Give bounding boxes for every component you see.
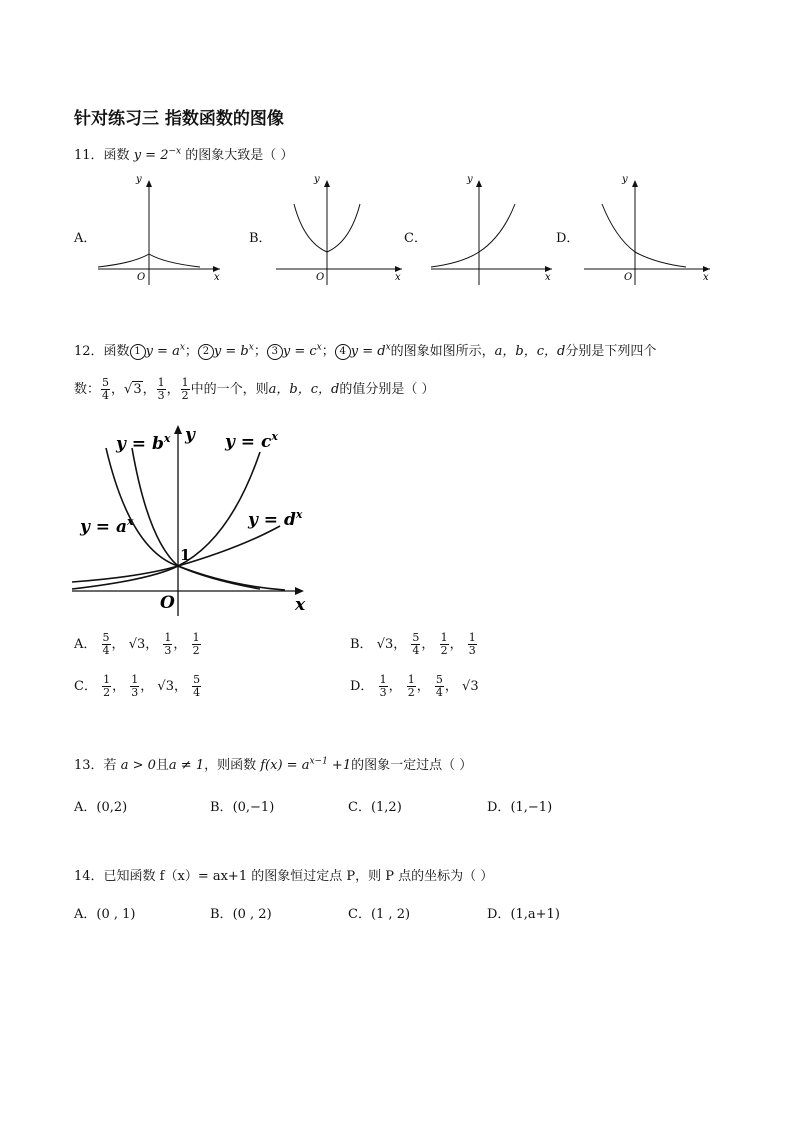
sep: ， [111, 637, 125, 652]
question-11-stem [74, 144, 293, 163]
sep: ， [173, 637, 187, 652]
option-value: (1,2) [370, 800, 402, 815]
label-a: $y = a^x$ [80, 515, 134, 537]
q11-formula: $y = 2^{-x}$ [133, 146, 182, 163]
y-label: y [185, 425, 195, 445]
y-axis-arrow [324, 180, 330, 187]
q11-text-b: 的图象大致是（ ） [185, 148, 294, 163]
fraction-1-2: $\frac{1}{2}$ [181, 376, 189, 402]
fraction: $\frac{5}{4}$ [102, 631, 110, 657]
one-label: 1 [180, 546, 191, 564]
q13-text: 若 [103, 758, 117, 773]
sep: ， [111, 382, 125, 397]
q13-option-a[interactable] [74, 796, 127, 815]
q11-graph-d [580, 172, 715, 287]
y-axis-arrow [476, 180, 482, 187]
q12-func-a: $y = a^x$ [145, 342, 185, 359]
q13-option-c[interactable] [348, 796, 402, 815]
q12-vars: a，b，c，d [494, 344, 566, 359]
option-letter: C． [348, 800, 371, 815]
option-value: (0 , 2) [232, 907, 272, 922]
q12-text: 函数 [103, 344, 130, 359]
option-letter: D． [350, 679, 374, 694]
sqrt: √3 [376, 637, 394, 652]
y-label: y [136, 174, 142, 185]
label-d: $y = d^x$ [248, 508, 303, 530]
q12-vars: a，b，c，d [268, 382, 340, 397]
option-letter: D． [487, 800, 511, 815]
option-value: (0 , 1) [96, 907, 136, 922]
q11-text-a: 函数 [103, 148, 130, 163]
x-label: x [214, 272, 220, 283]
fraction: $\frac{1}{2}$ [192, 631, 200, 657]
q14-option-c[interactable] [348, 903, 410, 922]
option-letter: B． [210, 800, 233, 815]
q12-option-d[interactable] [350, 674, 479, 699]
x-label: x [703, 272, 709, 283]
q12-text: 数： [74, 382, 101, 397]
q13-option-d[interactable] [487, 796, 552, 815]
q12-option-c[interactable] [74, 674, 202, 699]
circle-num-2: 2 [198, 344, 214, 360]
origin-label: O [316, 272, 325, 283]
question-14-stem [74, 865, 493, 884]
question-12-stem-line1 [74, 340, 656, 360]
circle-num-3: 3 [267, 344, 283, 360]
y-label: y [314, 174, 320, 185]
q13-text: 的图象一定过点（ ） [351, 758, 473, 773]
q13-text: ，则函数 [204, 758, 257, 773]
q11-option-b[interactable]: B． [249, 231, 272, 246]
q11-option-a[interactable]: A． [74, 231, 97, 246]
sep: ； [253, 344, 267, 359]
q13-cond2: a ≠ 1 [168, 758, 205, 773]
sep: ， [142, 382, 156, 397]
y-axis-arrow [174, 425, 182, 434]
label-c: $y = c^x$ [225, 430, 278, 452]
option-letter: B． [350, 637, 373, 652]
sep: ， [140, 679, 154, 694]
origin-label: O [624, 272, 633, 283]
y-label: y [467, 174, 473, 185]
fraction: $\frac{1}{2}$ [103, 673, 111, 699]
sep: ， [393, 637, 407, 652]
x-label: x [295, 595, 306, 615]
fraction: $\frac{1}{2}$ [440, 631, 448, 657]
option-letter: A． [74, 637, 97, 652]
y-axis-arrow [632, 180, 638, 187]
section-title: 针对练习三 指数函数的图像 [74, 109, 284, 129]
q14-option-b[interactable] [210, 903, 272, 922]
q12-text-tail: 的图象如图所示， [390, 344, 495, 359]
question-11-number: 11． [74, 148, 104, 163]
sep: ， [388, 679, 402, 694]
option-value: (1,a+1) [510, 907, 560, 922]
origin-label: O [137, 272, 146, 283]
q14-option-d[interactable] [487, 903, 560, 922]
circle-num-1: 1 [130, 344, 146, 360]
fraction: $\frac{1}{3}$ [164, 631, 172, 657]
sep: ， [449, 637, 463, 652]
q13-option-b[interactable] [210, 796, 274, 815]
fraction: $\frac{5}{4}$ [193, 673, 201, 699]
q11-graph-b [272, 172, 407, 287]
sep: ， [416, 679, 430, 694]
x-label: x [395, 272, 401, 283]
option-letter: C． [348, 907, 371, 922]
fraction: $\frac{1}{3}$ [468, 631, 476, 657]
question-12-stem-line2 [74, 377, 434, 402]
sqrt-3: √3 [124, 382, 142, 397]
sqrt: √3 [157, 679, 174, 694]
sep: ， [444, 679, 458, 694]
sqrt: √3 [462, 679, 479, 694]
q12-text: 中的一个，则 [190, 382, 269, 397]
option-value: (0,2) [96, 800, 128, 815]
sep: ； [184, 344, 198, 359]
fraction: $\frac{1}{3}$ [131, 673, 139, 699]
q11-graph-c [427, 172, 557, 287]
sqrt: √3 [128, 637, 146, 652]
option-letter: A． [74, 907, 97, 922]
q13-function: $f(x) = a^{x-1} +1$ [260, 756, 352, 773]
sep: ， [145, 637, 159, 652]
sep: ， [173, 679, 187, 694]
question-14-number: 14． [74, 869, 104, 884]
option-value: (0,−1) [232, 800, 275, 815]
fraction: $\frac{5}{4}$ [435, 673, 443, 699]
sep: ， [166, 382, 180, 397]
origin-label: O [160, 593, 175, 613]
q12-text: 的值分别是（ ） [339, 382, 435, 397]
q12-func-c: $y = c^x$ [282, 342, 322, 359]
fraction-1-3: $\frac{1}{3}$ [157, 376, 165, 402]
q11-option-d[interactable]: D． [556, 231, 580, 246]
fraction: $\frac{5}{4}$ [412, 631, 420, 657]
q12-option-b[interactable] [350, 632, 478, 657]
q12-graph [70, 420, 320, 620]
x-axis-arrow [295, 587, 304, 595]
q14-option-a[interactable] [74, 903, 135, 922]
curve [431, 204, 515, 267]
q12-option-a[interactable] [74, 632, 202, 657]
sep: ； [321, 344, 335, 359]
option-letter: D． [487, 907, 511, 922]
x-label: x [545, 272, 551, 283]
curve [602, 204, 686, 267]
option-value: (1 , 2) [370, 907, 411, 922]
y-label: y [622, 174, 628, 185]
question-13-stem [74, 754, 472, 773]
sep: ， [421, 637, 435, 652]
option-value: (1,−1) [510, 800, 553, 815]
question-12-number: 12． [74, 344, 104, 359]
q14-text: 已知函数 f（x）= ax+1 的图象恒过定点 P，则 P 点的坐标为（ ） [103, 869, 494, 884]
question-13-number: 13． [74, 758, 104, 773]
option-letter: B． [210, 907, 233, 922]
circle-num-4: 4 [335, 344, 351, 360]
fraction: $\frac{1}{3}$ [379, 673, 387, 699]
label-b: $y = b^x$ [116, 432, 171, 454]
q11-graph-a [94, 172, 224, 287]
sep: ， [112, 679, 126, 694]
y-axis-arrow [146, 180, 152, 187]
option-letter: A． [74, 800, 97, 815]
q12-func-d: $y = d^x$ [350, 342, 391, 359]
q13-cond1: a > 0 [120, 758, 156, 773]
q11-option-c[interactable]: C． [404, 231, 427, 246]
option-letter: C． [74, 679, 97, 694]
fraction: $\frac{1}{2}$ [407, 673, 415, 699]
q12-func-b: $y = b^x$ [213, 342, 254, 359]
fraction-5-4: $\frac{5}{4}$ [102, 376, 110, 402]
q12-text-tail2: 分别是下列四个 [565, 344, 657, 359]
q13-text: 且 [155, 758, 169, 773]
